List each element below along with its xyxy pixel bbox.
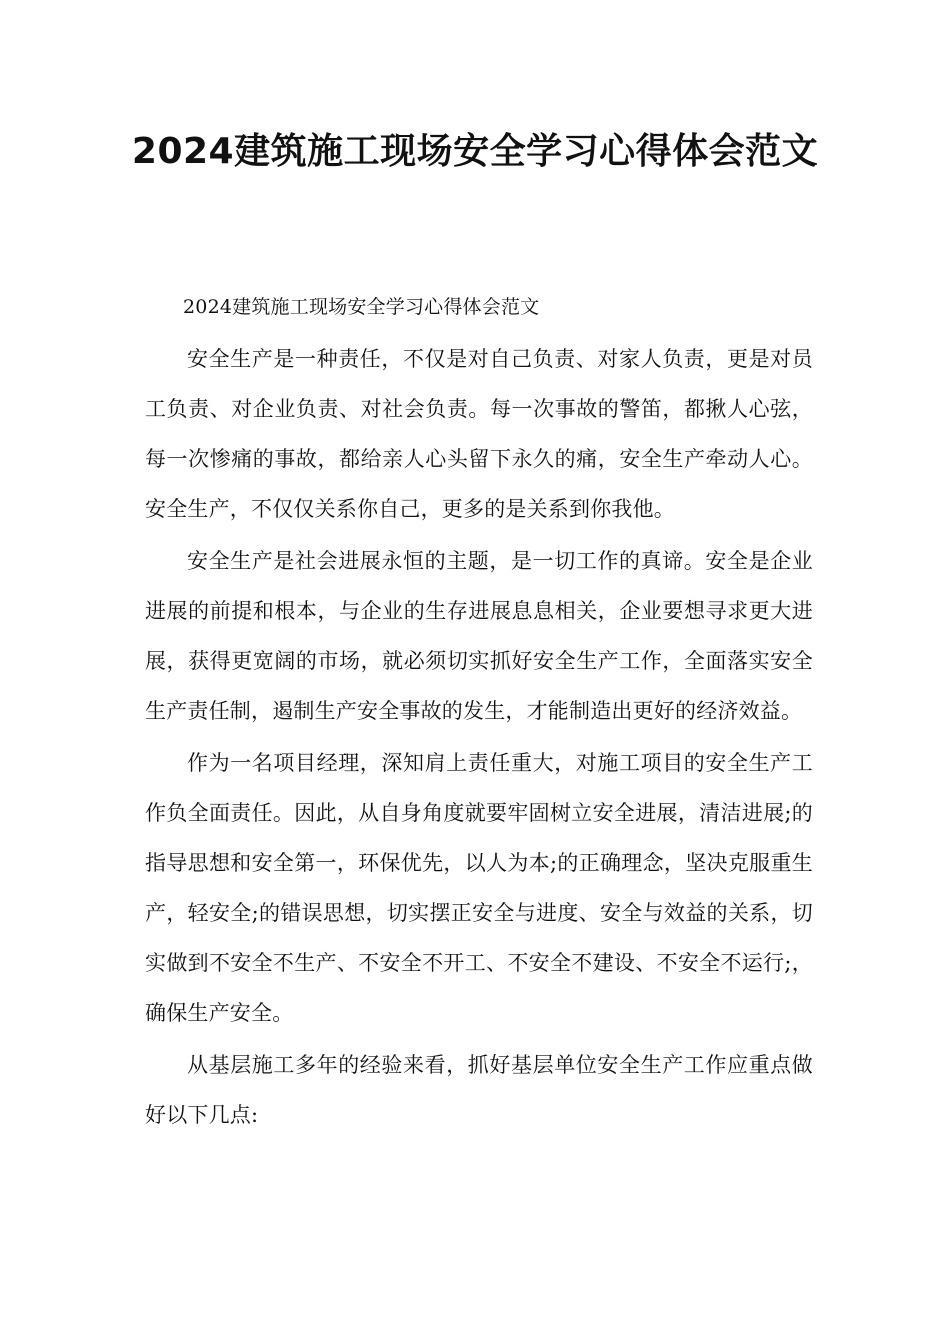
document-title: 2024建筑施工现场安全学习心得体会范文 (131, 131, 819, 172)
paragraph: 安全生产是一种责任，不仅是对自己负责、对家人负责，更是对员工负责、对企业负责、对社会负责。每一次事故的警笛，都揪人心弦，每一次惨痛的事故，都给亲人心头留下永久的痛，安全生产牵动人心。安全生产，不仅仅关系你自己，更多的是关系到你我他。 (145, 347, 813, 521)
document-subtitle: 2024建筑施工现场安全学习心得体会范文 (183, 296, 540, 318)
paragraph: 从基层施工多年的经验来看，抓好基层单位安全生产工作应重点做好以下几点: (145, 1053, 813, 1127)
paragraph: 作为一名项目经理，深知肩上责任重大，对施工项目的安全生产工作负全面责任。因此，从自身角度就要牢固树立安全进展，清洁进展;的指导思想和安全第一，环保优先，以人为本;的正确理念，坚决克服重生产，轻安全;的错误思想，切实摆正安全与进度、安全与效益的关系，切实做到不安全不生产、不安全不开工、不安全不建设、不安全不运行;，确保生产安全。 (145, 751, 813, 1025)
paragraph: 安全生产是社会进展永恒的主题，是一切工作的真谛。安全是企业进展的前提和根本，与企业的生存进展息息相关，企业要想寻求更大进展，获得更宽阔的市场，就必须切实抓好安全生产工作，全面落实安全生产责任制，遏制生产安全事故的发生，才能制造出更好的经济效益。 (145, 549, 813, 723)
document-body (145, 282, 813, 1142)
